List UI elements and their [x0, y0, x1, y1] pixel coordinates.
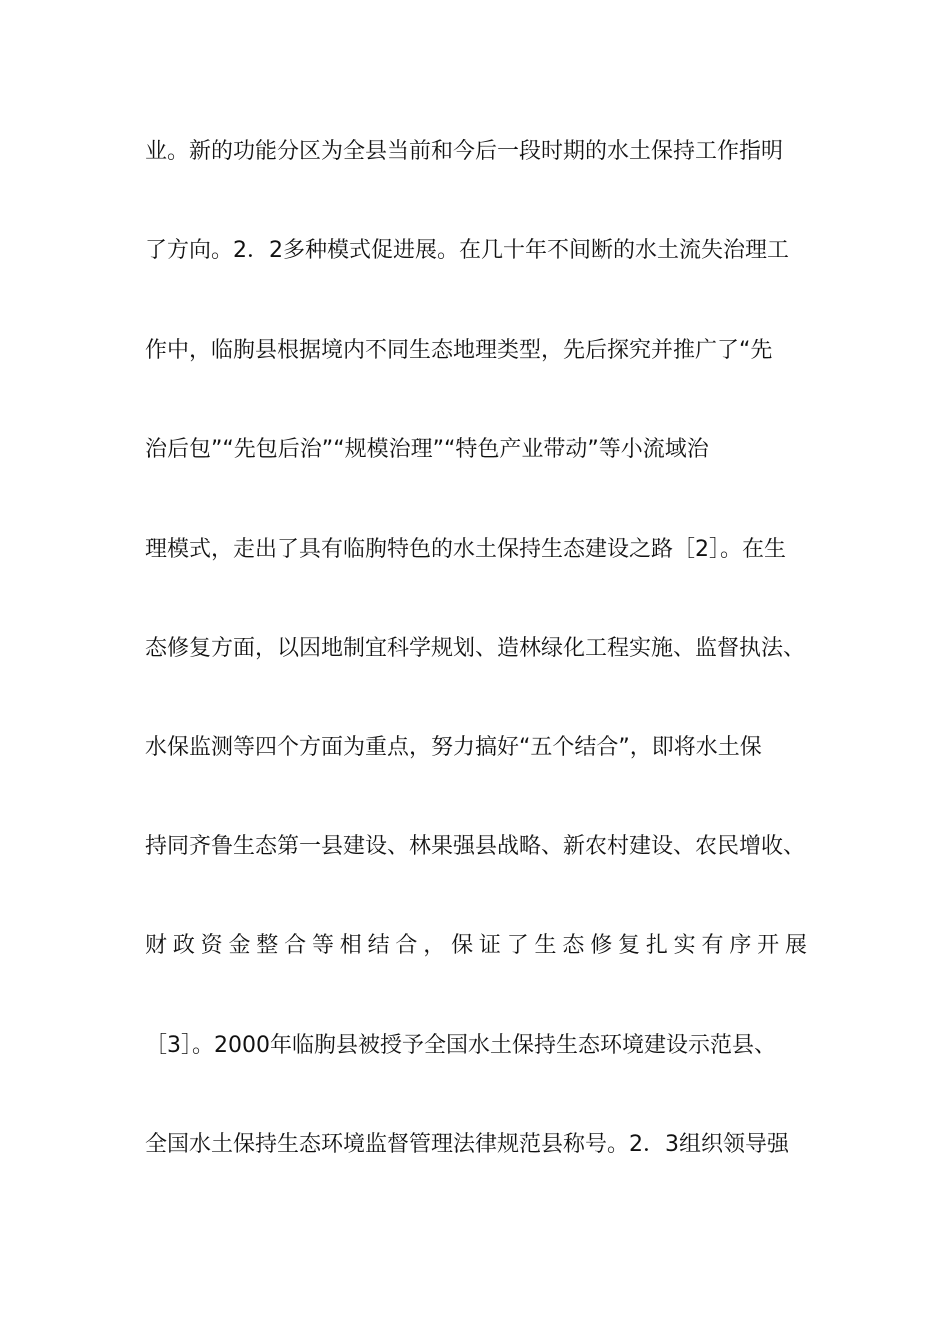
text-line: 财政资金整合等相结合，保证了生态修复扎实有序开展	[145, 933, 807, 958]
text-line: 理模式，走出了具有临朐特色的水土保持生态建设之路［2］。在生	[145, 537, 786, 562]
text-line: 作中，临朐县根据境内不同生态地理类型，先后探究并推广了“先	[145, 338, 773, 363]
text-line: 业。新的功能分区为全县当前和今后一段时期的水土保持工作指明	[145, 139, 784, 164]
text-line: ［3］。2000年临朐县被授予全国水土保持生态环境建设示范县、	[145, 1033, 776, 1058]
text-line: 治后包”“先包后治”“规模治理”“特色产业带动”等小流域治	[145, 437, 709, 462]
text-line: 持同齐鲁生态第一县建设、林果强县战略、新农村建设、农民增收、	[145, 834, 806, 859]
text-line: 态修复方面，以因地制宜科学规划、造林绿化工程实施、监督执法、	[145, 636, 806, 661]
text-line: 水保监测等四个方面为重点，努力搞好“五个结合”，即将水土保	[145, 735, 762, 760]
text-line: 了方向。2．2多种模式促进展。在几十年不间断的水土流失治理工	[145, 238, 789, 263]
text-line: 全国水土保持生态环境监督管理法律规范县称号。2．3组织领导强	[145, 1132, 789, 1157]
